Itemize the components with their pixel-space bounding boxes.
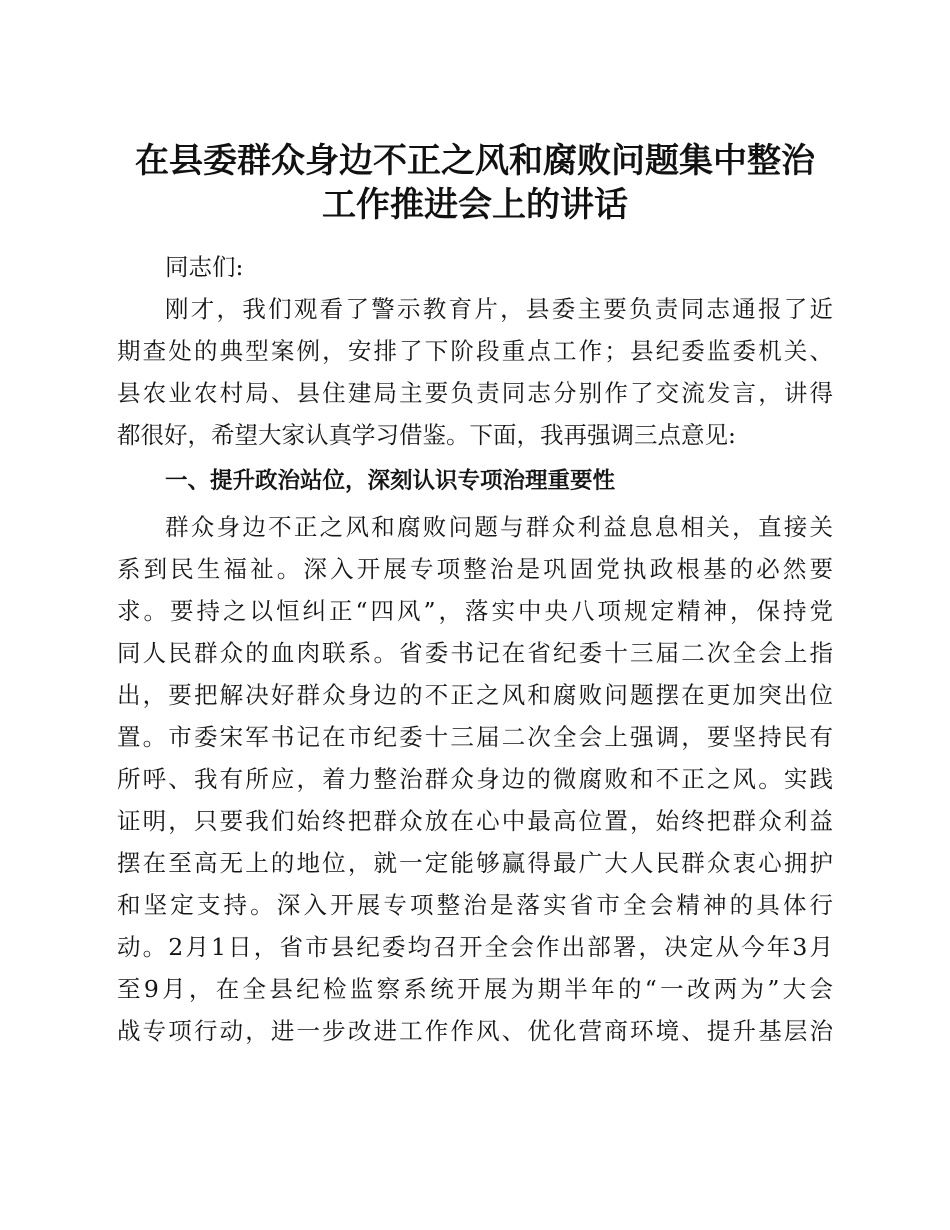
paragraph-line: 县农业农村局、县住建局主要负责同志分别作了交流发言，讲得 — [117, 379, 833, 407]
document-title-line-2: 工作推进会上的讲话 — [322, 185, 628, 225]
paragraph-line: 都很好，希望大家认真学习借鉴。下面，我再强调三点意见: — [117, 421, 736, 449]
paragraph-line: 求。要持之以恒纠正“四风”，落实中央八项规定精神，保持党 — [117, 597, 833, 625]
paragraph-line: 群众身边不正之风和腐败问题与群众利益息息相关，直接关 — [165, 513, 833, 541]
paragraph-line: 所呼、我有所应，着力整治群众身边的微腐败和不正之风。实践 — [117, 765, 833, 793]
document-title-line-1: 在县委群众身边不正之风和腐败问题集中整治 — [135, 141, 815, 181]
paragraph-line: 出，要把解决好群众身边的不正之风和腐败问题摆在更加突出位 — [117, 681, 833, 709]
paragraph-line: 置。市委宋军书记在市纪委十三届二次全会上强调，要坚持民有 — [117, 723, 833, 751]
paragraph-line: 刚才，我们观看了警示教育片，县委主要负责同志通报了近 — [165, 295, 833, 323]
salutation: 同志们: — [165, 253, 244, 281]
paragraph-line: 战专项行动，进一步改进工作作风、优化营商环境、提升基层治 — [117, 1017, 833, 1045]
paragraph-line: 同人民群众的血肉联系。省委书记在省纪委十三届二次全会上指 — [117, 639, 833, 667]
paragraph-line: 和坚定支持。深入开展专项整治是落实省市全会精神的具体行 — [117, 891, 833, 919]
paragraph-line: 摆在至高无上的地位，就一定能够赢得最广大人民群众衷心拥护 — [117, 849, 833, 877]
paragraph-line: 证明，只要我们始终把群众放在心中最高位置，始终把群众利益 — [117, 807, 833, 835]
paragraph-line: 期查处的典型案例，安排了下阶段重点工作；县纪委监委机关、 — [117, 337, 833, 365]
paragraph-line: 动。2月1日，省市县纪委均召开全会作出部署，决定从今年3月 — [117, 933, 833, 961]
paragraph-line: 至9月，在全县纪检监察系统开展为期半年的“一改两为”大会 — [117, 975, 833, 1003]
section-heading-1: 一、提升政治站位，深刻认识专项治理重要性 — [165, 468, 616, 494]
paragraph-line: 系到民生福祉。深入开展专项整治是巩固党执政根基的必然要 — [117, 555, 833, 583]
